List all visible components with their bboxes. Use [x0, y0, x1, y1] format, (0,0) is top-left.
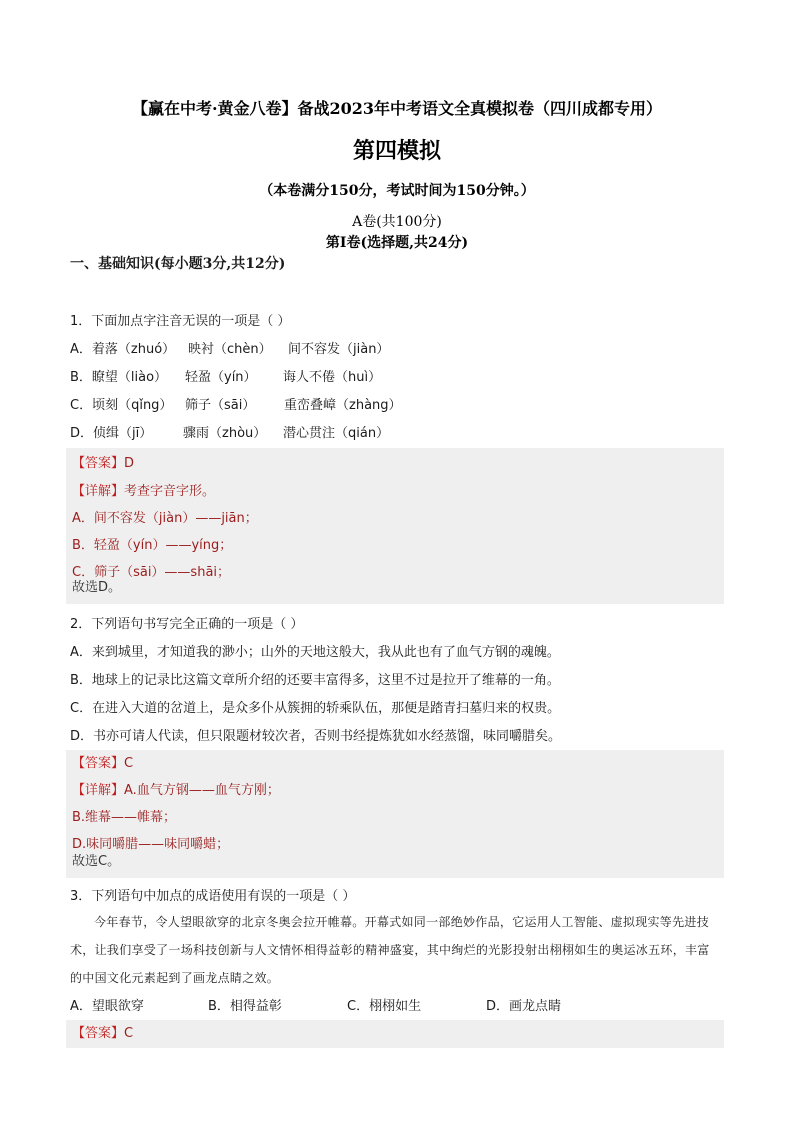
q3-option-d: D．画龙点睛 [486, 999, 562, 1014]
detail-text: 考查字音字形。 [124, 484, 216, 499]
q1-a-1: A．着落（zhuó） [70, 342, 176, 357]
answer-value: C [124, 1026, 134, 1041]
q1-a-2: 映衬（chèn） [188, 342, 272, 357]
detail-text: A.血气方钢——血气方刚； [124, 783, 280, 798]
q1-conclusion-block [66, 580, 724, 604]
q1-answer [72, 456, 134, 472]
q1-conclusion [72, 580, 121, 596]
q1-d-2: 骤雨（zhòu） [183, 426, 267, 441]
q2-conclusion-block [66, 854, 724, 878]
q2-option-a: A．来到城里，才知道我的渺小；山外的天地这般大，我从此也有了血气方钢的魂魄。 [70, 645, 560, 660]
q2-detail [72, 783, 280, 799]
q2-option-d: D．书亦可请人代读，但只限题材较次者，否则书经提炼犹如水经蒸馏，味同嚼腊矣。 [70, 729, 562, 744]
answer-tag: 【答案】 [72, 756, 125, 771]
exam-note: （本卷满分150分，考试时间为150分钟。） [259, 183, 535, 199]
q3-passage: 今年春节，令人望眼欲穿的北京冬奥会拉开帷幕。开幕式如同一部绝妙作品，它运用人工智能、虚拟现实等先进技术，让我们享受了一场科技创新与人文情怀相得益彰的精神盛宴，其中绚烂的光影投射出栩栩如生的奥运冰五环，丰富的中国文化元素起到了画龙点睛之效。 [70, 915, 710, 985]
q2-answer [72, 756, 133, 772]
q2-option-c: C．在进入大道的岔道上，是众多仆从簇拥的轿乘队伍，那便是踏青扫墓归来的权贵。 [70, 701, 561, 716]
q2-conclusion [72, 854, 120, 870]
q1-c-1: C．顷刻（qǐng） [70, 398, 173, 413]
q3-answer-block [66, 1020, 724, 1048]
q1-detail-line: C．筛子（sāi）——shāi； [72, 565, 231, 580]
q1-b-3: 诲人不倦（huì） [283, 370, 382, 385]
exam-subtitle: 第四模拟 [352, 138, 441, 164]
conclusion-text: 故选C。 [72, 854, 121, 869]
q1-c-2: 筛子（sāi） [185, 398, 256, 413]
q1-d-3: 潜心贯注（qián） [283, 426, 390, 441]
volume-a-heading: A卷(共100分) [352, 214, 442, 230]
q3-answer [72, 1026, 133, 1042]
q2-answer-block [66, 750, 724, 858]
q1-c-3: 重峦叠嶂（zhàng） [284, 398, 402, 413]
q3-option-c: C．栩栩如生 [347, 999, 422, 1014]
q1-option-c [70, 398, 402, 414]
q3-options [70, 999, 561, 1015]
answer-value: D [124, 456, 135, 471]
q2-option-b: B．地球上的记录比这篇文章所介绍的还要丰富得多，这里不过是拉开了维幕的一角。 [70, 673, 560, 688]
section-heading: 一、基础知识(每小题3分,共12分) [70, 256, 286, 272]
q2-detail-line: D.味同嚼腊——味同嚼蜡； [72, 837, 230, 852]
q3-stem: 3．下列语句中加点的成语使用有误的一项是（ ） [70, 889, 356, 904]
q1-stem: 1．下面加点字注音无误的一项是（ ） [70, 314, 291, 329]
q1-b-1: B．瞭望（liào） [70, 370, 168, 385]
answer-value: C [124, 756, 134, 771]
q3-option-b: B．相得益彰 [208, 999, 282, 1014]
q1-d-1: D．侦缉（jī） [70, 426, 153, 441]
volume-1-heading: 第Ⅰ卷(选择题,共24分) [325, 235, 469, 251]
q2-stem: 2．下列语句书写完全正确的一项是（ ） [70, 617, 304, 632]
exam-title: 【赢在中考·黄金八卷】备战2023年中考语文全真模拟卷（四川成都专用） [131, 99, 663, 118]
q2-detail-line: B.维幕——帷幕； [72, 810, 177, 825]
q1-option-d [70, 426, 389, 442]
answer-tag: 【答案】 [72, 456, 125, 471]
q1-option-b [70, 370, 381, 386]
detail-tag: 【详解】 [72, 484, 125, 499]
answer-tag: 【答案】 [72, 1026, 125, 1041]
detail-tag: 【详解】 [72, 783, 125, 798]
conclusion-text: 故选D。 [72, 580, 122, 595]
q1-detail-line: B．轻盈（yín）——yíng； [72, 538, 233, 553]
q1-answer-block [66, 448, 724, 586]
q1-a-3: 间不容发（jiàn） [288, 342, 390, 357]
q3-option-a: A．望眼欲穿 [70, 999, 144, 1014]
q1-detail-line: A．间不容发（jiàn）——jiān； [72, 511, 258, 526]
q1-option-a [70, 342, 389, 358]
q1-detail [72, 484, 215, 500]
q1-b-2: 轻盈（yín） [185, 370, 257, 385]
